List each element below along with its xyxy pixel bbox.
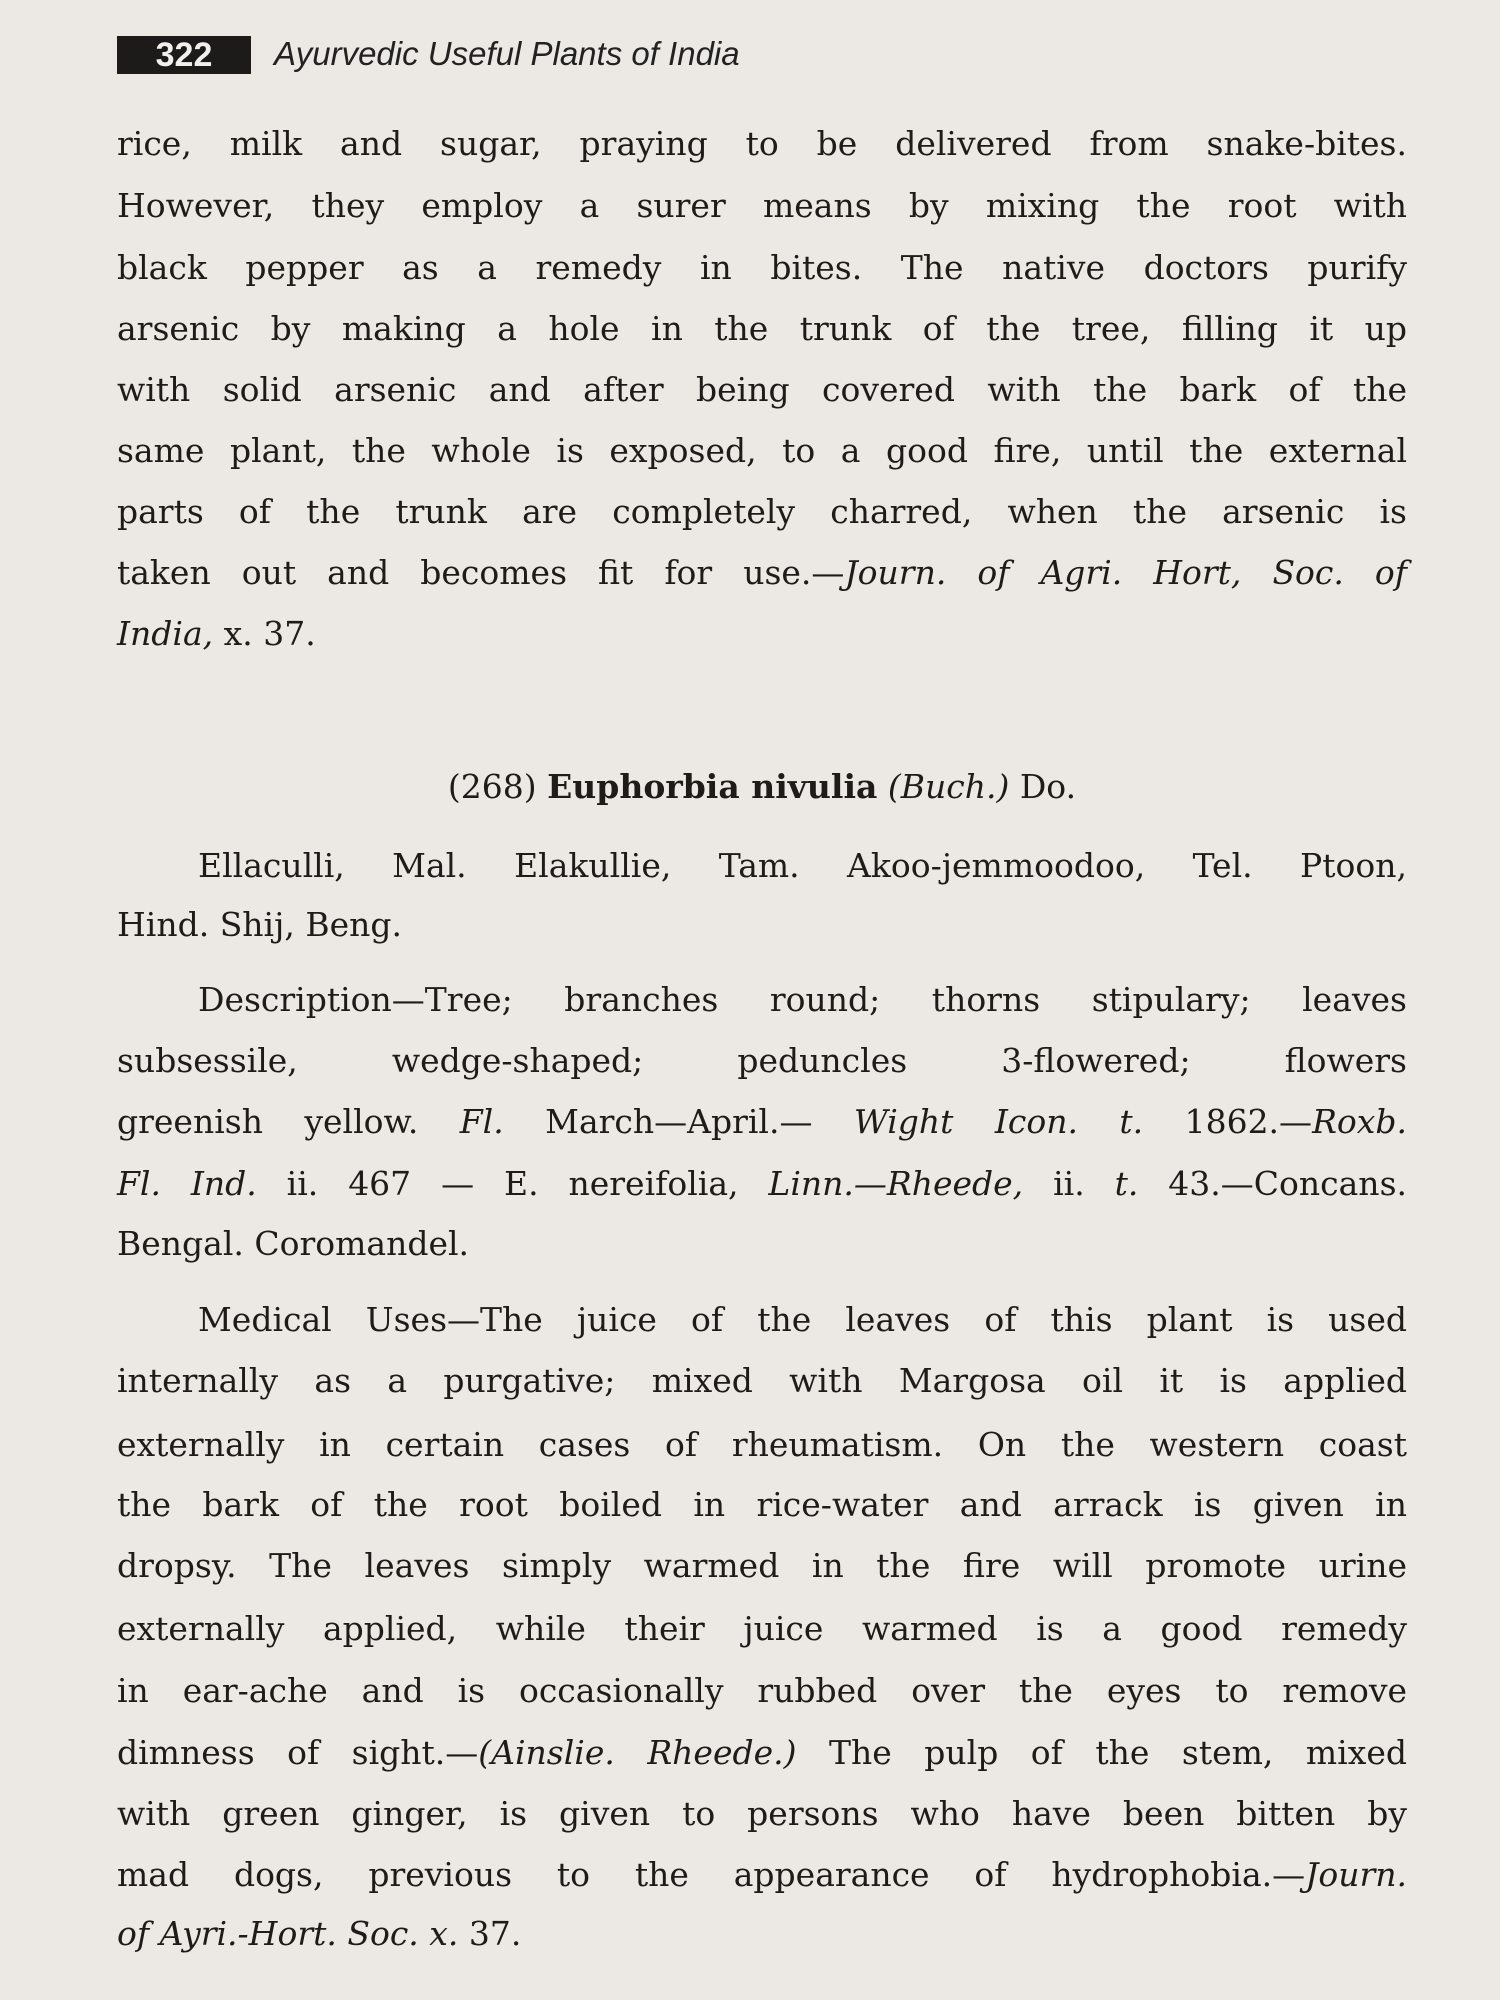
text-line <box>117 978 1407 1022</box>
text-segment: same plant, the whole is exposed, to a good fire, until the external <box>117 431 1407 470</box>
text-segment: (268) <box>447 767 548 806</box>
text-segment: with green ginger, is given to persons who have been bitten by <box>117 1794 1407 1833</box>
text-line <box>117 1222 1407 1266</box>
text-segment: Journ. of Agri. Hort, Soc. of <box>844 553 1408 592</box>
text-segment: Do. <box>1009 767 1077 806</box>
text-line <box>117 1792 1407 1836</box>
text-segment: externally applied, while their juice warmed is a good remedy <box>117 1609 1407 1648</box>
text-segment: Description—Tree; branches round; thorns stipulary; leaves <box>198 980 1407 1019</box>
text-segment: Medical Uses—The juice of the leaves of this plant is used <box>198 1300 1407 1339</box>
text-line <box>117 1359 1407 1403</box>
text-line <box>117 307 1407 351</box>
text-segment: 1862.— <box>1143 1102 1313 1141</box>
text-line <box>117 246 1407 290</box>
text-line <box>117 429 1407 473</box>
text-segment: dropsy. The leaves simply warmed in the fire will promote urine <box>117 1546 1407 1585</box>
text-segment: internally as a purgative; mixed with Margosa oil it is applied <box>117 1361 1407 1400</box>
text-segment: x. 37. <box>213 614 316 653</box>
text-segment: Fl. <box>459 1102 504 1141</box>
text-segment: (Buch.) <box>887 767 1010 806</box>
text-line <box>117 1423 1407 1467</box>
text-line <box>117 1483 1407 1527</box>
text-segment: greenish yellow. <box>117 1102 460 1141</box>
text-segment: The pulp of the stem, mixed <box>796 1733 1407 1772</box>
text-segment: the bark of the root boiled in rice-water and arrack is given in <box>117 1485 1407 1524</box>
text-segment: Linn.—Rheede, <box>768 1164 1024 1203</box>
text-segment: rice, milk and sugar, praying to be delivered from snake-bites. <box>117 124 1407 163</box>
text-line <box>117 490 1407 534</box>
text-line <box>117 122 1407 166</box>
text-segment: Euphorbia nivulia <box>547 767 878 806</box>
text-segment: black pepper as a remedy in bites. The native doctors purify <box>117 248 1407 287</box>
text-line <box>117 1544 1407 1588</box>
text-segment: arsenic by making a hole in the trunk of the tree, filling it up <box>117 309 1407 348</box>
text-segment: Ellaculli, Mal. Elakullie, Tam. Akoo-jemmoodoo, Tel. Ptoon, <box>198 846 1407 885</box>
page-number: 322 <box>117 36 251 74</box>
text-segment: Roxb. <box>1312 1102 1408 1141</box>
text-segment: of Ayri.-Hort. Soc. x. <box>117 1914 459 1953</box>
text-segment: However, they employ a surer means by mixing the root with <box>117 186 1407 225</box>
text-segment: Fl. Ind. <box>117 1164 257 1203</box>
text-segment: India, <box>117 614 214 653</box>
text-line <box>117 1912 1407 1956</box>
text-line <box>117 551 1407 595</box>
text-segment: Hind. Shij, Beng. <box>117 905 402 944</box>
text-segment: 37. <box>458 1914 522 1953</box>
text-segment: t. <box>1114 1164 1139 1203</box>
text-line <box>117 184 1407 228</box>
text-line <box>117 1298 1407 1342</box>
text-segment: mad dogs, previous to the appearance of hydrophobia.— <box>117 1855 1306 1894</box>
text-segment: (Ainslie. Rheede.) <box>478 1733 797 1772</box>
text-segment: with solid arsenic and after being covered with the bark of the <box>117 370 1407 409</box>
text-line <box>117 1731 1407 1775</box>
text-segment: ii. <box>1023 1164 1115 1203</box>
text-line <box>117 903 1407 947</box>
text-segment: taken out and becomes fit for use.— <box>117 553 845 592</box>
text-line <box>117 368 1407 412</box>
text-segment: Journ. <box>1305 1855 1407 1894</box>
text-line <box>117 1853 1407 1897</box>
section-heading <box>117 765 1407 809</box>
text-segment: externally in certain cases of rheumatism. On the western coast <box>117 1425 1407 1464</box>
text-segment: parts of the trunk are completely charred, when the arsenic is <box>117 492 1407 531</box>
text-segment: Bengal. Coromandel. <box>117 1224 470 1263</box>
text-line <box>117 844 1407 888</box>
text-segment: ii. 467 — E. nereifolia, <box>256 1164 769 1203</box>
text-segment: subsessile, wedge-shaped; peduncles 3-flowered; flowers <box>117 1041 1407 1080</box>
text-line <box>117 1162 1407 1206</box>
text-segment <box>877 767 888 806</box>
text-segment: dimness of sight.— <box>117 1733 479 1772</box>
text-segment: Wight Icon. t. <box>853 1102 1144 1141</box>
running-title: Ayurvedic Useful Plants of India <box>274 35 740 72</box>
text-line <box>117 1669 1407 1713</box>
text-line <box>117 1607 1407 1651</box>
text-segment: in ear-ache and is occasionally rubbed over the eyes to remove <box>117 1671 1407 1710</box>
text-line <box>117 1100 1407 1144</box>
text-line <box>117 1039 1407 1083</box>
text-segment: 43.—Concans. <box>1138 1164 1407 1203</box>
text-segment: March—April.— <box>503 1102 854 1141</box>
text-line <box>117 612 1407 656</box>
